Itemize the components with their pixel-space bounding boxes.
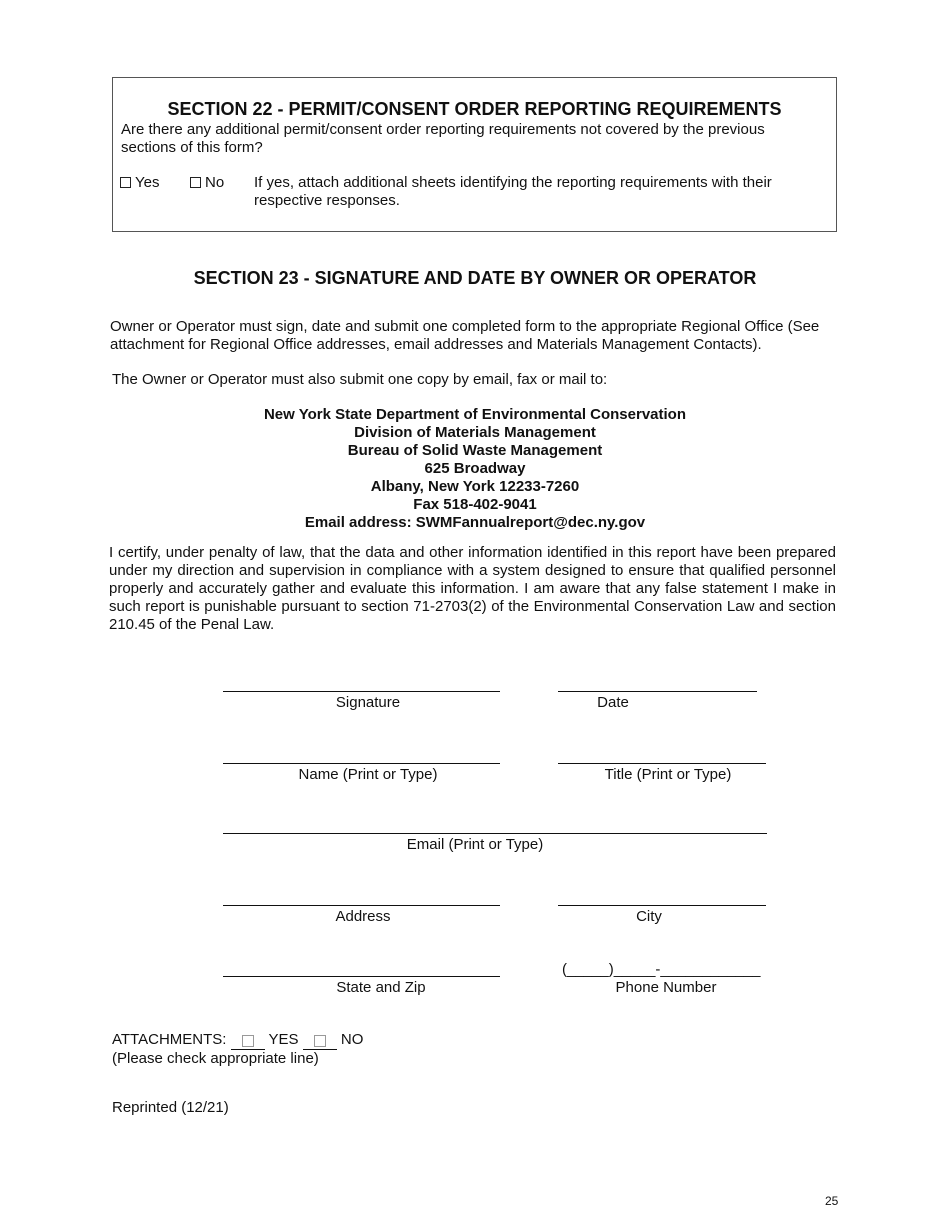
submission-paragraph: Owner or Operator must sign, date and submit one completed form to the appropriate Regional Office (See attachment for Regional Office addresses, email addresses and Materials Management Contacts). bbox=[110, 318, 820, 353]
address-line: Fax 518-402-9041 bbox=[413, 496, 537, 513]
page-number: 25 bbox=[825, 1194, 839, 1208]
address-line: Division of Materials Management bbox=[354, 424, 596, 441]
signature-label: Signature bbox=[335, 694, 401, 711]
attachments-yes-checkbox[interactable] bbox=[242, 1035, 254, 1047]
address-line: Albany, New York 12233-7260 bbox=[370, 478, 580, 495]
section-23-title: SECTION 23 - SIGNATURE AND DATE BY OWNER OR OPERATOR bbox=[193, 268, 757, 288]
address-line: New York State Department of Environmental Conservation bbox=[263, 406, 687, 423]
no-checkbox[interactable] bbox=[190, 177, 201, 188]
city-line[interactable] bbox=[558, 905, 766, 906]
phone-label: Phone Number bbox=[615, 979, 717, 996]
title-line[interactable] bbox=[558, 763, 766, 764]
name-line[interactable] bbox=[223, 763, 500, 764]
title-label: Title (Print or Type) bbox=[604, 766, 732, 783]
mailing-address bbox=[0, 406, 950, 532]
section-22-question: Are there any additional permit/consent order reporting requirements not covered by the previous sections of this form? bbox=[121, 121, 765, 156]
reprinted-date: Reprinted (12/21) bbox=[112, 1099, 229, 1116]
date-label: Date bbox=[597, 694, 629, 711]
attachments-no-blank[interactable] bbox=[303, 1033, 337, 1050]
yes-checkbox[interactable] bbox=[120, 177, 131, 188]
address-email: Email address: SWMFannualreport@dec.ny.gov bbox=[304, 514, 646, 531]
city-label: City bbox=[636, 908, 662, 925]
signature-line[interactable] bbox=[223, 691, 500, 692]
attachments-no-checkbox[interactable] bbox=[314, 1035, 326, 1047]
attachments-label: ATTACHMENTS: bbox=[112, 1031, 227, 1048]
section-22-title: SECTION 22 - PERMIT/CONSENT ORDER REPORTING REQUIREMENTS bbox=[167, 99, 782, 119]
no-option[interactable] bbox=[190, 174, 224, 191]
yes-option[interactable] bbox=[120, 174, 159, 191]
address-label: Address bbox=[335, 908, 391, 925]
section-22-instruction: If yes, attach additional sheets identifying the reporting requirements with their respective responses. bbox=[254, 174, 772, 209]
attachments-yes-label: YES bbox=[268, 1031, 299, 1048]
address-line: Bureau of Solid Waste Management bbox=[347, 442, 603, 459]
name-label: Name (Print or Type) bbox=[298, 766, 438, 783]
yes-label: Yes bbox=[135, 174, 160, 191]
email-label: Email (Print or Type) bbox=[406, 836, 544, 853]
date-line[interactable] bbox=[558, 691, 757, 692]
phone-field[interactable]: (_____)_____-____________ bbox=[562, 961, 761, 978]
attachments-no-label: NO bbox=[340, 1031, 364, 1048]
attachments-section bbox=[112, 1031, 363, 1068]
address-line-field[interactable] bbox=[223, 905, 500, 906]
address-line: 625 Broadway bbox=[424, 460, 526, 477]
certification-statement: I certify, under penalty of law, that the data and other information identified in this report have been prepared under my direction and supervision in compliance with a system designed to ensure that qualified personnel properly and accurately gather and evaluate this information. I am aware that any false statement I make in such report is punishable pursuant to section 71-2703(2) of the Environmental Conservation Law and section 210.45 of the Penal Law. bbox=[109, 544, 836, 633]
email-line[interactable] bbox=[223, 833, 767, 834]
attachments-note: (Please check appropriate line) bbox=[112, 1050, 319, 1067]
state-zip-label: State and Zip bbox=[336, 979, 426, 996]
copy-paragraph: The Owner or Operator must also submit one copy by email, fax or mail to: bbox=[112, 371, 608, 388]
attachments-yes-blank[interactable] bbox=[231, 1033, 265, 1050]
state-zip-line[interactable] bbox=[223, 976, 500, 977]
no-label: No bbox=[205, 174, 225, 191]
